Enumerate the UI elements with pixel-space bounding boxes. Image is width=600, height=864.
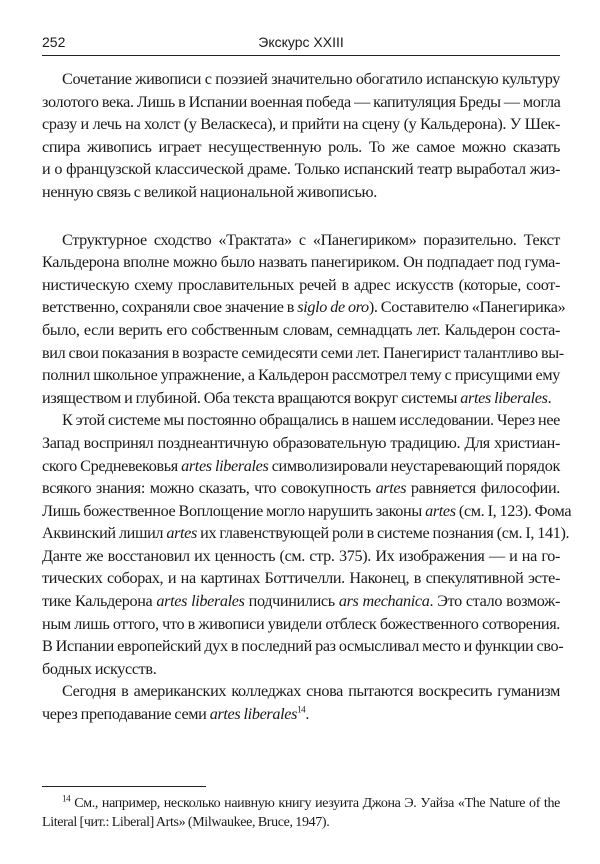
text-segment: К этой системе мы постоянно обращались в нашем исследовании. Через нее [62,411,560,430]
text-segment: Сегодня в американских колледжах снова пытаются воскресить гуманизм [62,682,560,701]
text-segment: тике Кальдерона [42,592,157,611]
paragraph [42,68,560,204]
text-segment: через преподавание семи [42,705,210,724]
text-segment: полнил школьное упражнение, а Кальдерон рассмотрел тему с присущими ему [42,366,560,385]
text-line [42,813,560,832]
text-segment: вил свои показания в возрасте семидесяти семи лет. Панегирист талантливо вы- [42,343,564,362]
text-line [42,342,564,365]
text-segment: всякого знания: можно сказать, что совокупность [42,479,376,498]
text-line [42,567,560,590]
text-segment: ненную связь с великой национальной живописью. [42,182,377,201]
text-line [42,658,560,681]
text-segment: . [547,388,552,407]
text-line [42,68,560,91]
text-line [42,158,560,181]
footnote-divider [42,786,206,787]
text-line [42,703,560,726]
text-segment: нистическую схему прославительных речей в адрес искусств (которые, соот- [42,275,560,294]
text-line [42,545,560,568]
text-segment: равняется философии. [406,479,560,498]
text-segment: и о французской классической драме. Только испанский театр выработал жиз- [42,160,560,179]
text-segment: бодных искусств. [42,659,157,678]
text-segment: В Испании европейский дух в последний раз осмысливал место и функции сво- [42,637,564,656]
text-line [42,409,560,432]
text-line [42,136,560,159]
text-line [42,251,560,274]
text-segment: Лишь божественное Воплощение могло нарушить законы [42,501,426,520]
text-segment: изяществом и глубиной. Оба текста вращаются вокруг системы [42,388,461,407]
text-line [42,794,560,813]
running-title: Экскурс XXIII [258,34,344,50]
footnote-marker: 14 [297,704,306,715]
text-line [42,91,560,114]
text-segment: спира живопись играет несущественную роль. То же самое можно сказать [42,137,560,156]
text-segment: тических соборах, и на картинах Боттичелли. Наконец, в спекулятивной эсте- [42,569,560,588]
text-segment: подчинились [244,592,339,611]
footnote-marker: 14 [62,793,71,804]
italic-term: artes [375,479,407,498]
text-line [42,181,560,204]
text-segment: Кальдерона вполне можно было назвать панегириком. Он подпадает под гума- [42,253,560,272]
text-line [42,113,560,136]
main-text [42,68,572,726]
italic-term: artes liberales [181,456,269,475]
text-segment: Структурное сходство «Трактата» с «Панегириком» поразительно. Текст [62,230,560,249]
paragraph [42,680,560,725]
italic-term: artes [425,501,456,520]
text-segment: ). Составителю «Панегирика» [368,298,566,317]
text-segment: сразу и лечь на холст (у Веласкеса), и прийти на сцену (у Кальдерона). У Шек- [42,115,560,134]
text-line [42,274,560,297]
text-line [42,635,564,658]
text-segment: ным лишь оттого, что в живописи увидели отблеск божественного сотворения. [42,614,560,633]
text-line [42,680,560,703]
text-segment: Literal [чит.: Liberal] Arts» (Milwaukee, Bruce, 1947). [42,815,330,830]
text-line [42,590,560,613]
text-segment: Аквинский лишил [42,524,167,543]
paragraph [42,409,572,680]
text-segment: их главенствующей роли в системе познания (см. I, 141). [196,524,570,543]
text-line [42,387,560,410]
text-line [42,319,560,342]
page-number: 252 [42,34,66,50]
text-segment: было, если верить его собственным словам, семнадцать лет. Кальдерон соста- [42,320,560,339]
italic-term: artes liberales [156,592,245,611]
footnote [42,794,560,832]
italic-term: artes [166,524,197,543]
text-segment: . [305,705,310,724]
text-line [42,364,560,387]
text-line [42,500,572,523]
text-line [42,432,560,455]
text-line [42,613,560,636]
text-segment: Сочетание живописи с поэзией значительно обогатило испанскую культуру [62,70,560,88]
text-line [42,455,560,478]
text-segment: См., например, несколько наивную книгу иезуита Джона Э. Уайза «The Nature of the [70,796,560,811]
text-segment: . Это стало возмож- [429,592,560,611]
italic-term: siglo de oro [297,298,369,317]
text-segment: символизировали неустаревающий порядок [268,456,560,475]
text-segment: ского Средневековья [42,456,182,475]
text-line [42,229,560,252]
text-segment: Запад воспринял позднеантичную образовательную традицию. Для христиан- [42,433,560,452]
italic-term: artes liberales [460,388,548,407]
text-line [42,522,570,545]
text-segment: золотого века. Лишь в Испании военная победа — капитуляция Бреды — могла [42,92,561,111]
running-header [42,31,560,56]
text-segment: (см. I, 123). Фома [455,501,572,520]
text-segment: Данте же восстановил их ценность (см. стр. 375). Их изображения — и на го- [42,546,560,565]
text-segment: ветственно, сохраняли свое значение в [42,298,298,317]
text-line [42,296,566,319]
italic-term: artes liberales [209,705,298,724]
text-line [42,477,560,500]
paragraph [42,229,566,410]
italic-term: ars mechanica [338,592,430,611]
